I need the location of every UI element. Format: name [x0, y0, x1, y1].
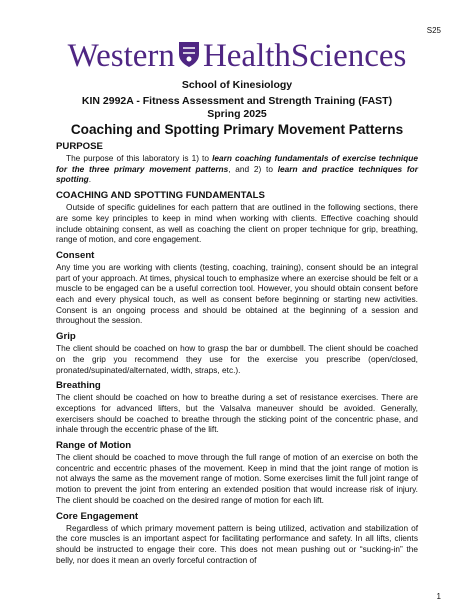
page-label: S25 [426, 26, 441, 35]
range-of-motion-heading: Range of Motion [56, 440, 132, 452]
page-number: 1 [436, 592, 441, 601]
fundamentals-paragraph: Outside of specific guidelines for each pattern that are outlined in the following sections, there are some key principles to keep in mind when working with clients. Effective coaching should include obtaining consent, as well as coaching the client on proper technique for grip, breathing, range of motion, and core engagement. [56, 202, 418, 245]
logo-western-text: Western [67, 38, 175, 74]
range-of-motion-paragraph: The client should be coached to move through the full range of motion of an exercise on both the concentric and eccentric phases of the movement. Keep in mind that the joint range of motion is not always the same as the movement range of motion. Some exercises limit the full joint range of motion to prevent the joint from entering an extended position that would increase risk of injury. The client should be coached on the desired range of motion for each lift. [56, 452, 418, 505]
course-info [0, 95, 474, 121]
grip-paragraph: The client should be coached on how to grasp the bar or dumbbell. The client should be coached on the grip you recommend they use for the exercise you prescribe (open/closed, pronated/supinated/alternated, width, straps, etc.). [56, 343, 418, 375]
document-body [56, 141, 418, 565]
consent-paragraph: Any time you are working with clients (testing, coaching, training), consent should be an integral part of your approach. At times, physical touch to emphasize where an exercise should be felt or a muscle to be engaged can be a useful correction tool. However, you should obtain consent before each and every physical touch, as well as consent before beginning or starting new activities. Consent is an ongoing process and should be obtained at the beginning of a session and throughout the session. [56, 261, 418, 326]
purpose-heading: PURPOSE [56, 141, 103, 152]
breathing-heading: Breathing [56, 380, 101, 392]
purpose-text-1: The purpose of this laboratory is 1) to [66, 153, 213, 163]
fundamentals-heading: COACHING AND SPOTTING FUNDAMENTALS [56, 190, 265, 202]
consent-heading: Consent [56, 249, 95, 261]
purpose-text-3: . [88, 174, 92, 185]
course-title: KIN 2992A - Fitness Assessment and Strength Training (FAST) [81, 95, 393, 107]
course-term: Spring 2025 [207, 108, 267, 120]
purpose-emphasis-2: learn and practice techniques for spotting [56, 163, 418, 185]
western-health-sciences-logo [0, 37, 474, 75]
document-title: Coaching and Spotting Primary Movement Patterns [70, 122, 404, 137]
breathing-paragraph: The client should be coached on how to breathe during a set of resistance exercises. There are exceptions for advanced lifters, but the Valsalva maneuver should be avoided. Generally, exercisers should be coached to breathe through the sticking point of the concentric phase, and inhale through the eccentric phase of the lift. [56, 392, 418, 435]
purpose-emphasis-1: learn coaching fundamentals of exercise technique for the three primary movement patterns [56, 153, 418, 174]
core-engagement-paragraph: Regardless of which primary movement pattern is being utilized, activation and stabilization of the core muscles is an important aspect for facilitating performance and safety. In all lifts, clients should be instructed to engage their core. This does not mean pushing out or “sucking-in” the belly, nor does it mean an overly forceful contraction of [56, 522, 418, 565]
purpose-text-2: , and 2) to [228, 163, 278, 174]
logo-health-sciences-text: HealthSciences [202, 38, 407, 74]
grip-heading: Grip [56, 331, 76, 343]
crest-icon [177, 40, 201, 69]
core-engagement-heading: Core Engagement [56, 510, 139, 522]
purpose-paragraph [56, 153, 418, 185]
school-name: School of Kinesiology [181, 79, 293, 91]
